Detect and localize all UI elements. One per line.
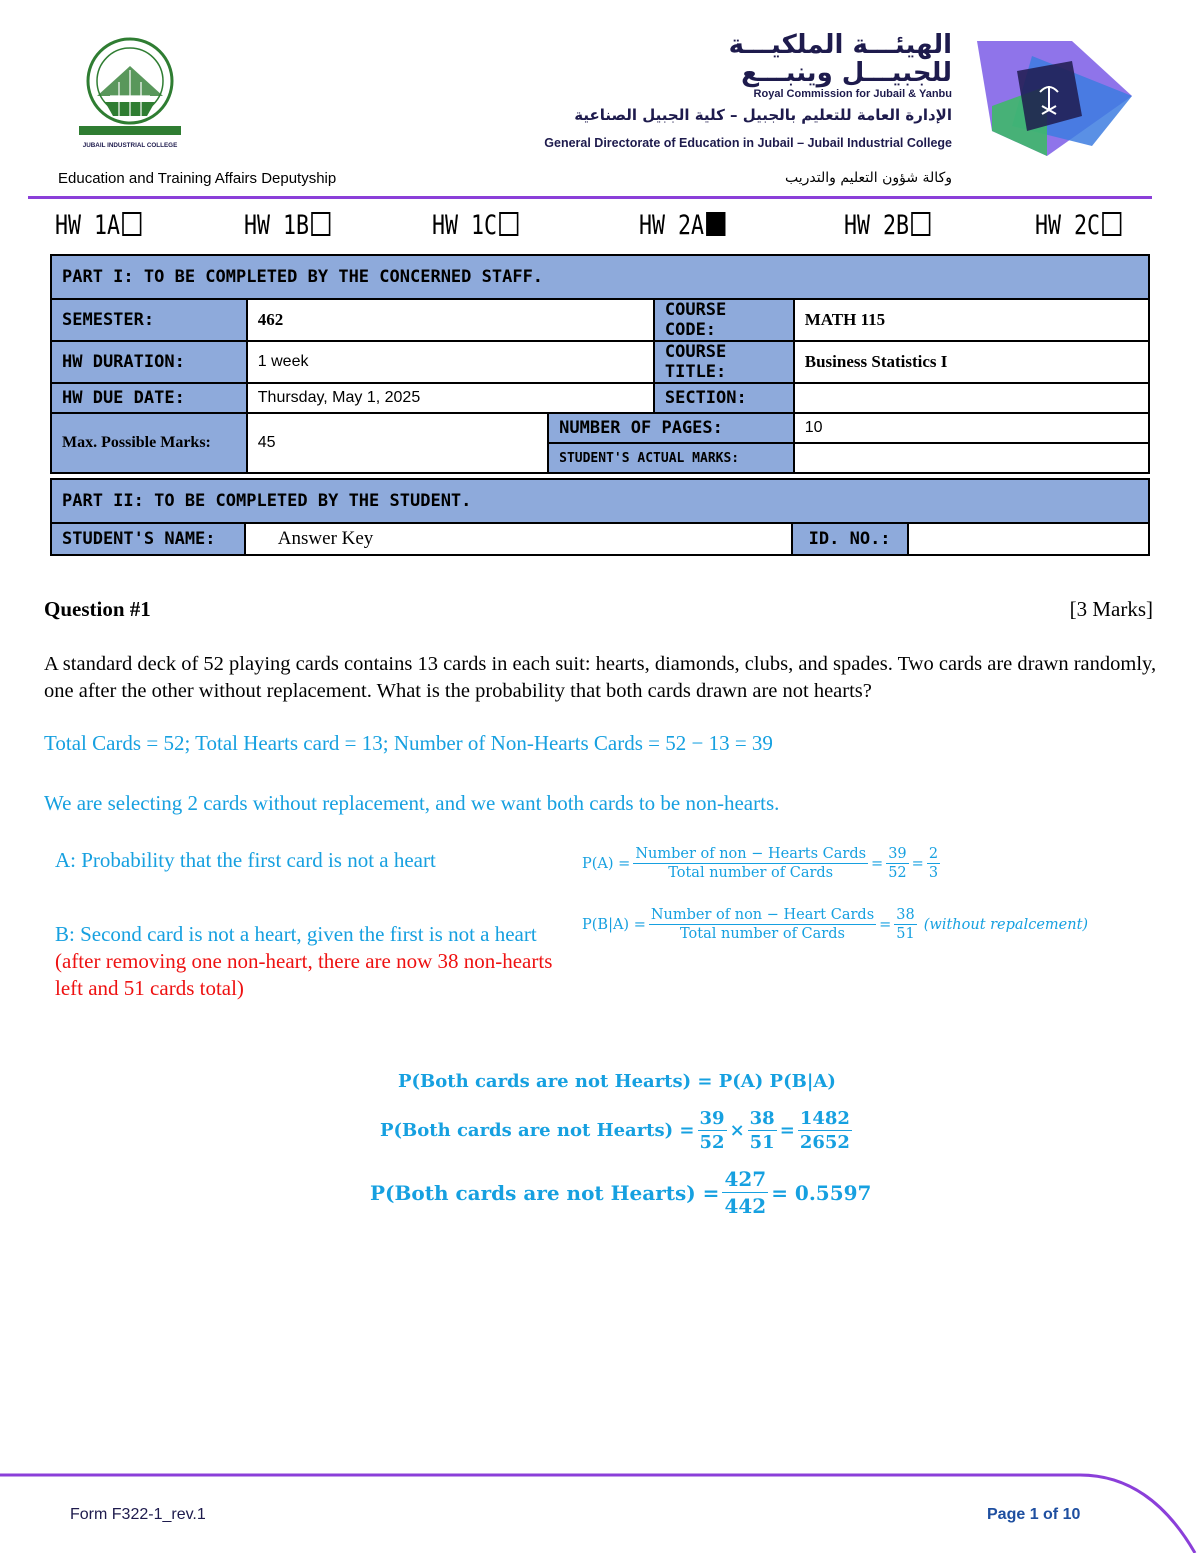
checkbox-hw-1b[interactable] (311, 212, 330, 236)
checkbox-hw-2c[interactable] (1102, 212, 1121, 236)
answer-line-2: We are selecting 2 cards without replacement, and we want both cards to be non-hearts. (44, 791, 780, 815)
header-divider (28, 196, 1152, 199)
equation-both-result: P(Both cards are not Hearts) = $\frac{427}{442}$ = 0.5597 (370, 1167, 872, 1218)
deputyship-arabic: وكالة شؤون التعليم والتدريب (784, 170, 952, 186)
question-title: Question #1 (44, 597, 151, 621)
event-b-text: B: Second card is not a heart, given the first is not a heart (55, 922, 537, 946)
pages-value[interactable]: 10 (794, 413, 1149, 443)
course-title-value[interactable]: Business Statistics I (794, 341, 1149, 383)
pages-label: NUMBER OF PAGES: (548, 413, 794, 443)
checkbox-hw-2b[interactable] (911, 212, 930, 236)
hw-option-1c[interactable]: HW 1C (432, 210, 519, 241)
question-text: A standard deck of 52 playing cards contains 13 cards in each suit: hearts, diamonds, clubs, and spades. Two cards are drawn randomly, one after the other without replacement. What is the probability that both cards drawn are not hearts? (44, 653, 1157, 702)
event-a-description: A: Probability that the first card is not a heart (55, 848, 436, 872)
hw-option-2c[interactable]: HW 2C (1035, 210, 1122, 241)
course-title-label: COURSE TITLE: (654, 341, 794, 383)
college-logo (75, 36, 185, 151)
course-code-value[interactable]: MATH 115 (794, 299, 1149, 341)
form-number: Form F322-1_rev.1 (70, 1506, 206, 1523)
id-label: ID. NO.: (792, 523, 908, 555)
checkbox-hw-2a[interactable] (706, 212, 725, 236)
section-value[interactable] (794, 383, 1149, 413)
student-name-value[interactable]: Answer Key (245, 523, 792, 555)
royal-commission-logo (972, 36, 1132, 158)
svg-text:JUBAIL INDUSTRIAL COLLEGE: JUBAIL INDUSTRIAL COLLEGE (82, 142, 178, 149)
checkbox-hw-1a[interactable] (122, 212, 141, 236)
equation-pa: P(A) = $\frac{\text{Number of non − Hearts Cards}}{\text{Total number of Cards}}$ = $\frac{39}{52}$ = $\frac{2}{3}$ (582, 846, 939, 881)
duration-label: HW DURATION: (51, 341, 247, 383)
due-date-label: HW DUE DATE: (51, 383, 247, 413)
id-value[interactable] (908, 523, 1149, 555)
hw-option-2b[interactable]: HW 2B (844, 210, 931, 241)
header-english-title-1: Royal Commission for Jubail & Yanbu (753, 88, 952, 100)
question-marks: [3 Marks] (1069, 597, 1153, 621)
part1-title: PART I: TO BE COMPLETED BY THE CONCERNED STAFF. (51, 255, 1149, 299)
header-english-subtitle: General Directorate of Education in Jubail – Jubail Industrial College (544, 136, 952, 150)
max-marks-value[interactable]: 45 (247, 413, 548, 473)
checkbox-hw-1c[interactable] (499, 212, 518, 236)
part2-title: PART II: TO BE COMPLETED BY THE STUDENT. (51, 479, 1149, 523)
part1-table (50, 254, 1150, 474)
equation-pba: P(B|A) = $\frac{\text{Number of non − Heart Cards}}{\text{Total number of Cards}}$ = $\frac{38}{51}$ (without repalcement) (582, 907, 1089, 942)
student-name-label: STUDENT'S NAME: (51, 523, 245, 555)
page-number: Page 1 of 10 (987, 1506, 1081, 1523)
max-marks-label: Max. Possible Marks: (51, 413, 247, 473)
hw-option-2a[interactable]: HW 2A (639, 210, 726, 241)
part2-table (50, 478, 1150, 556)
equation-both-product: P(Both cards are not Hearts) = $\frac{39}{52}$ × $\frac{38}{51}$ = $\frac{1482}{2652}$ (380, 1108, 850, 1153)
event-b-note: (after removing one non-heart, there are now 38 non-hearts left and 51 cards total) (55, 949, 553, 1000)
hw-option-1a[interactable]: HW 1A (55, 210, 142, 241)
semester-label: SEMESTER: (51, 299, 247, 341)
header-arabic-title-2: للجبيـــل وينبـــع (741, 58, 952, 88)
hw-selector (55, 210, 1150, 246)
header-arabic-subtitle: الإدارة العامة للتعليم بالجبيل – كلية الجبيل الصناعية (574, 106, 952, 124)
header-arabic-title-1: الهيئـــة الملكيـــة (728, 30, 952, 60)
due-date-value[interactable]: Thursday, May 1, 2025 (247, 383, 654, 413)
actual-marks-label: STUDENT'S ACTUAL MARKS: (548, 443, 794, 473)
equation-both-formula: P(Both cards are not Hearts) = P(A) P(B|A) (398, 1071, 836, 1092)
hw-option-1b[interactable]: HW 1B (244, 210, 331, 241)
duration-value[interactable]: 1 week (247, 341, 654, 383)
deputyship-english: Education and Training Affairs Deputyship (58, 170, 337, 187)
section-label: SECTION: (654, 383, 794, 413)
actual-marks-value[interactable] (794, 443, 1149, 473)
course-code-label: COURSE CODE: (654, 299, 794, 341)
answer-line-1: Total Cards = 52; Total Hearts card = 13; Number of Non-Hearts Cards = 52 − 13 = 39 (44, 731, 773, 755)
event-b-description (55, 921, 575, 1002)
semester-value[interactable]: 462 (247, 299, 654, 341)
